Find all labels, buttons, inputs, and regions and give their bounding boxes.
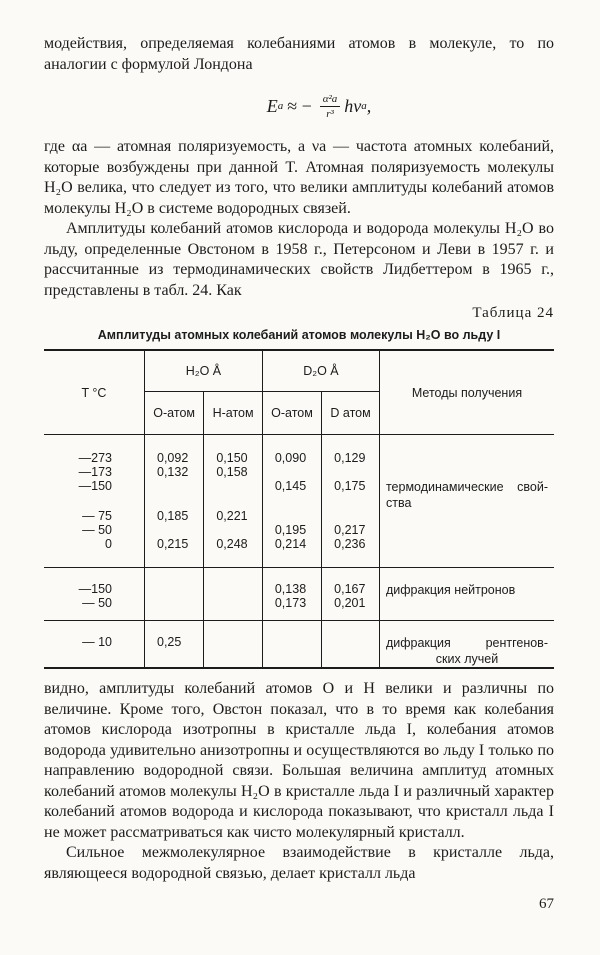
amplitudes-table [44,349,554,669]
amplitude-value: 0,185 [157,509,189,523]
header-d2o-o-atom: O-атом [262,392,321,435]
amplitude-value: 0,201 [334,596,366,610]
method-text: термодинамические [385,480,504,494]
h2o-o-cell [145,621,204,669]
method-text: рентгенов- [485,636,548,650]
table-group-thermodynamic [44,435,554,568]
amplitude-value: 0,248 [216,537,248,551]
amplitude-value: 0,090 [274,451,307,465]
amplitude-value: 0,145 [274,479,307,493]
amplitude-value: 0,158 [216,465,248,479]
amplitude-value: 0,138 [274,582,307,596]
header-temperature: T °C [44,350,145,435]
page-number: 67 [539,896,554,912]
table-title: Амплитуды атомных колебаний атомов молекулы H₂O во льду I [97,328,501,342]
london-formula [44,75,554,137]
amplitude-value [334,465,373,479]
amplitude-value: 0,129 [334,451,366,465]
method-text: свой- [517,480,548,494]
temp-value: — 50 [82,523,112,537]
paragraph-4: видно, амплитуды колебаний атомов O и H велики и различны по величине. Кроме того, Овстон показал, что в то время как колебания атомов кислорода изотропны в кристалле льда I, колебания атомов водорода удивительно анизотропны и осуществляются во льду I только по направлению водородной связи. Большая величина амплитуд атомных колебаний атомов молекулы H₂O в кристалле льда I и различный характер колебаний атомов водорода и кислорода показывают, что кристалл льда I не может рассматриваться как чисто молекулярный кристалл. [44,680,554,841]
h2o-h-cell [204,568,263,621]
formula-fraction [320,93,341,120]
temp-value [50,493,112,509]
amplitude-value: 0,167 [334,582,366,596]
formula-denominator: r³ [326,107,334,120]
amplitude-value [157,523,197,537]
table-group-xray [44,621,554,669]
amplitude-value [216,523,256,537]
header-h2o: H₂O Å [145,350,263,392]
d2o-o-cell [262,568,321,621]
d2o-o-cell [262,621,321,669]
table-label: Таблица 24 [472,305,554,321]
amplitude-value [216,635,256,649]
h2o-h-cell [204,621,263,669]
temp-value: — 10 [82,635,112,649]
paragraph-2: где αa — атомная поляризуемость, а νa — частота атомных колебаний, которые возбуждены при данной T. Атомная поляризуемость молекулы H₂O велика, что следует из того, что велики амплитуды колебаний атомов молекулы H₂O в системе водородных связей. [44,138,554,217]
method-cell [379,568,554,621]
amplitude-value [216,479,256,493]
d2o-d-cell [322,621,380,669]
amplitude-value [157,596,197,610]
page [44,34,554,884]
amplitude-value: 0,215 [157,537,189,551]
method-text: ских лучей [435,652,499,666]
temp-cell [44,435,145,568]
formula-lhs-sub: a [277,100,284,112]
amplitude-value [275,635,315,649]
formula-lhs: E [266,95,278,116]
method-text: ства [385,496,412,510]
amplitude-value [334,635,373,649]
amplitude-value [216,582,256,596]
temp-cell [44,621,145,669]
amplitude-value: 0,217 [334,523,366,537]
amplitude-value: 0,132 [157,465,189,479]
method-text: дифракция нейтронов [385,583,516,597]
d2o-d-cell [322,435,380,568]
formula-numerator: α²a [320,93,341,107]
header-d2o-d-atom: D атом [322,392,380,435]
d2o-o-cell [262,435,321,568]
amplitude-value: 0,214 [274,537,307,551]
amplitude-value [157,493,197,509]
temp-cell [44,568,145,621]
paragraph-5: Сильное межмолекулярное взаимодействие в кристалле льда, являющееся водородной связью, делает кристалл льда [44,844,554,882]
paragraph-3: Амплитуды колебаний атомов кислорода и водорода молекулы H₂O во льду, определенные Овстоном в 1958 г., Петерсоном и Леви в 1957 г. и рассчитанные из термодинамических свойств Лидбеттером в 1965 г., представлены в табл. 24. Как [44,220,554,299]
temp-value: — 75 [82,509,112,523]
formula-approx: ≈ − [287,95,312,116]
amplitude-value: 0,150 [216,451,248,465]
formula-tail: , [366,95,372,116]
amplitude-value: 0,175 [334,479,366,493]
amplitude-value: 0,092 [157,451,189,465]
header-method: Методы получения [379,350,554,435]
amplitude-value [275,493,315,509]
temp-value: —150 [78,582,112,596]
d2o-d-cell [322,568,380,621]
amplitude-value [275,465,315,479]
h2o-h-cell [204,435,263,568]
amplitude-value: 0,25 [157,635,182,649]
amplitude-value [157,582,197,596]
h2o-o-cell [145,568,204,621]
amplitude-value: 0,195 [274,523,307,537]
amplitude-value [334,509,373,523]
amplitude-value [216,493,256,509]
method-text: дифракция [385,636,451,650]
temp-value: — 50 [82,596,112,610]
amplitude-value: 0,236 [334,537,366,551]
formula-rhs-sub: a [361,100,367,112]
amplitude-value [275,509,315,523]
temp-value: —150 [78,479,112,493]
amplitude-value [334,493,373,509]
amplitude-value: 0,221 [216,509,248,523]
amplitude-value [157,479,197,493]
temp-value: 0 [105,537,112,551]
method-cell [379,621,554,669]
header-h2o-o-atom: O-атом [145,392,204,435]
header-h2o-h-atom: H-атом [204,392,263,435]
temp-value: —173 [78,465,112,479]
amplitude-value: 0,173 [274,596,307,610]
table-group-neutron [44,568,554,621]
amplitude-value [216,596,256,610]
header-d2o: D₂O Å [262,350,379,392]
method-cell [379,435,554,568]
h2o-o-cell [145,435,204,568]
temp-value: —273 [78,451,112,465]
formula-rhs: hν [344,95,362,116]
paragraph-1: модействия, определяемая колебаниями атомов в молекуле, то по аналогии с формулой Лондона [44,35,554,73]
